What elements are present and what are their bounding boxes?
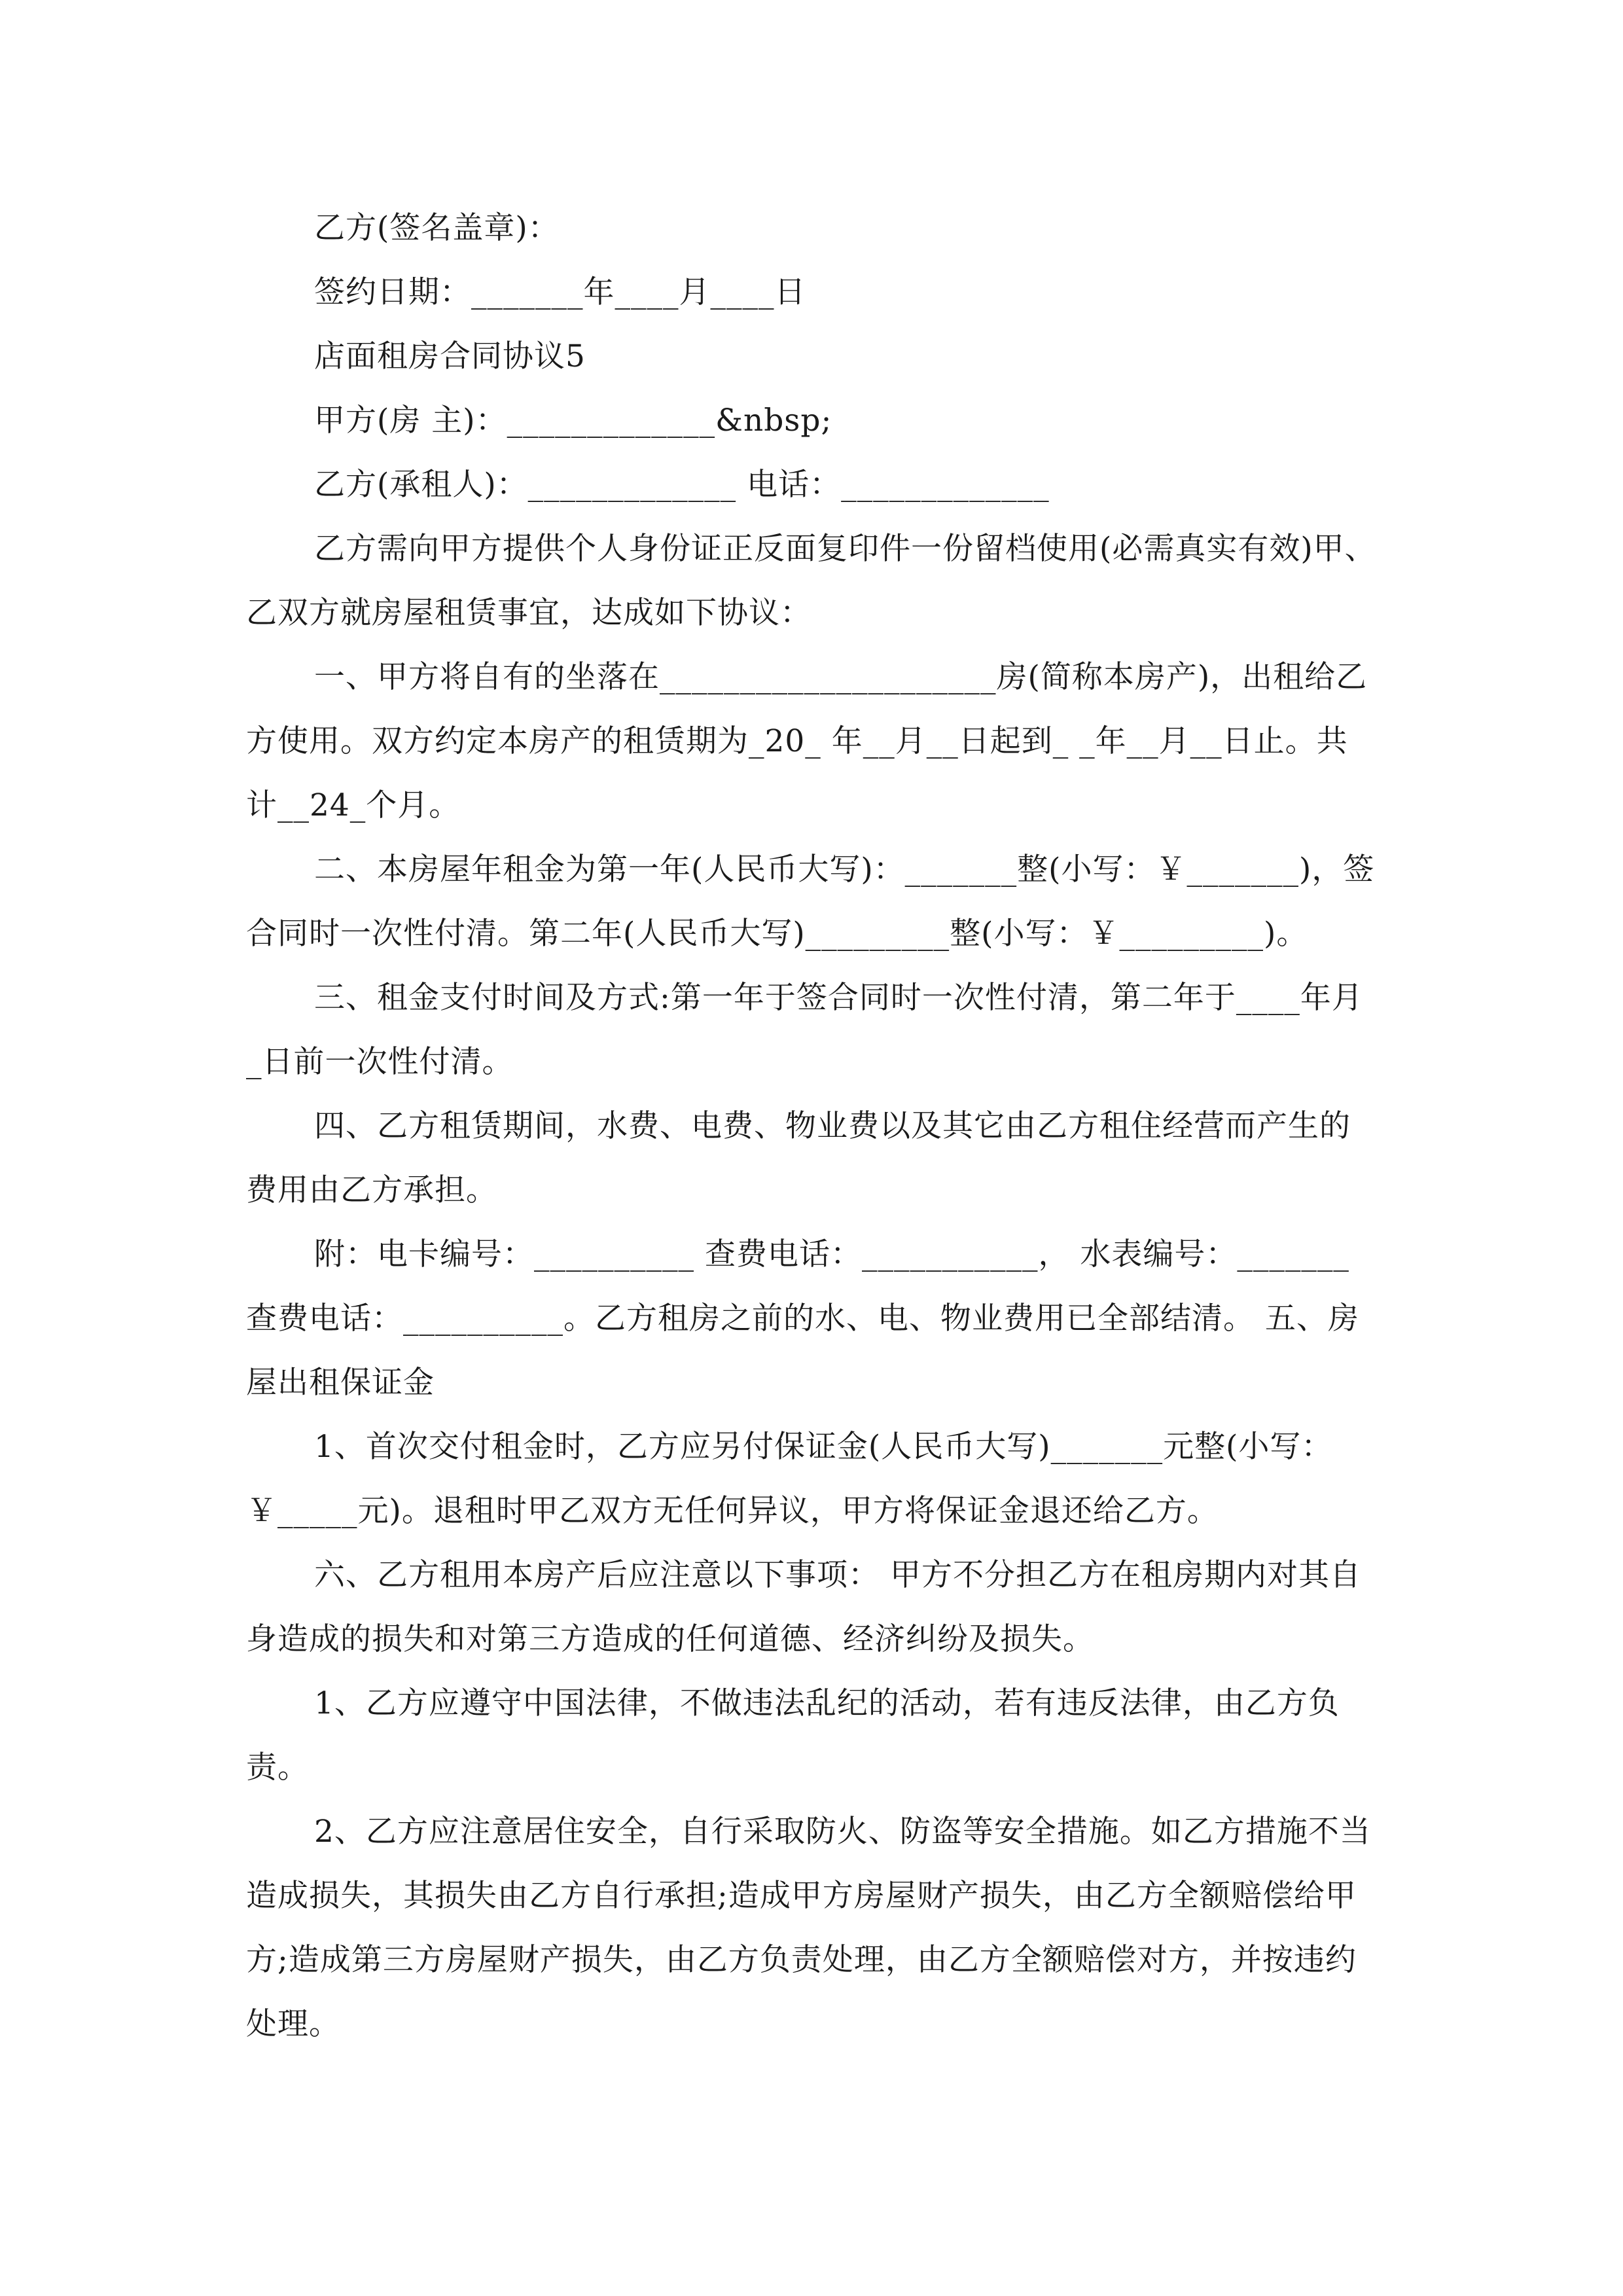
clause-4: 四、乙方租赁期间，水费、电费、物业费以及其它由乙方租住经营而产生的费用由乙方承担。 <box>246 1108 1351 1208</box>
clause-3: 三、租金支付时间及方式:第一年于签合同时一次性付清，第二年于____年月 _日前一次性付清。 <box>246 980 1374 1080</box>
clause-1: 一、甲方将自有的坐落在_____________________房(简称本房产)，出租给乙方使用。双方约定本房产的租赁期为_20_ 年__月__日起到_ _年__月__日止。共计__24_个月。 <box>246 659 1368 823</box>
clause-6: 六、乙方租用本房产后应注意以下事项： 甲方不分担乙方在租房期内对其自身造成的损失和对第三方造成的任何道德、经济纠纷及损失。 <box>246 1557 1361 1657</box>
clause-6-item-1: 1、乙方应遵守中国法律，不做违法乱纪的活动，若有违反法律，由乙方负责。 <box>246 1685 1340 1785</box>
appendix-utilities: 附：电卡编号：__________ 查费电话：___________， 水表编号：_______查费电话：__________。乙方租房之前的水、电、物业费用已全部结清。 五、房屋出租保证金 <box>246 1236 1359 1401</box>
contract-title: 店面租房合同协议5 <box>314 338 586 374</box>
clause-2: 二、本房屋年租金为第一年(人民币大写)：_______整(小写：￥_______)，签合同时一次性付清。第二年(人民币大写)_________整(小写：￥_________)。 <box>246 852 1375 952</box>
intro-paragraph: 乙方需向甲方提供个人身份证正反面复印件一份留档使用(必需真实有效)甲、乙双方就房屋租赁事宜，达成如下协议： <box>246 531 1376 631</box>
clause-6-item-2: 2、乙方应注意居住安全，自行采取防火、防盗等安全措施。如乙方措施不当造成损失，其损失由乙方自行承担;造成甲方房屋财产损失，由乙方全额赔偿给甲方;造成第三方房屋财产损失，由乙方负责处理，由乙方全额赔偿对方，并按违约处理。 <box>246 1814 1371 2042</box>
clause-5-item-1: 1、首次交付租金时，乙方应另付保证金(人民币大写)_______元整(小写：￥_____元)。退租时甲乙双方无任何异议，甲方将保证金退还给乙方。 <box>246 1429 1333 1529</box>
party-b-signature-line: 乙方(签名盖章)： <box>314 210 560 246</box>
document-page <box>246 196 1377 2056</box>
signing-date-line: 签约日期：_______年____月____日 <box>314 274 806 310</box>
party-a-landlord-line: 甲方(房 主)：_____________&nbsp; <box>314 403 832 439</box>
party-b-tenant-line: 乙方(承租人)：_____________ 电话：_____________ <box>314 467 1050 503</box>
